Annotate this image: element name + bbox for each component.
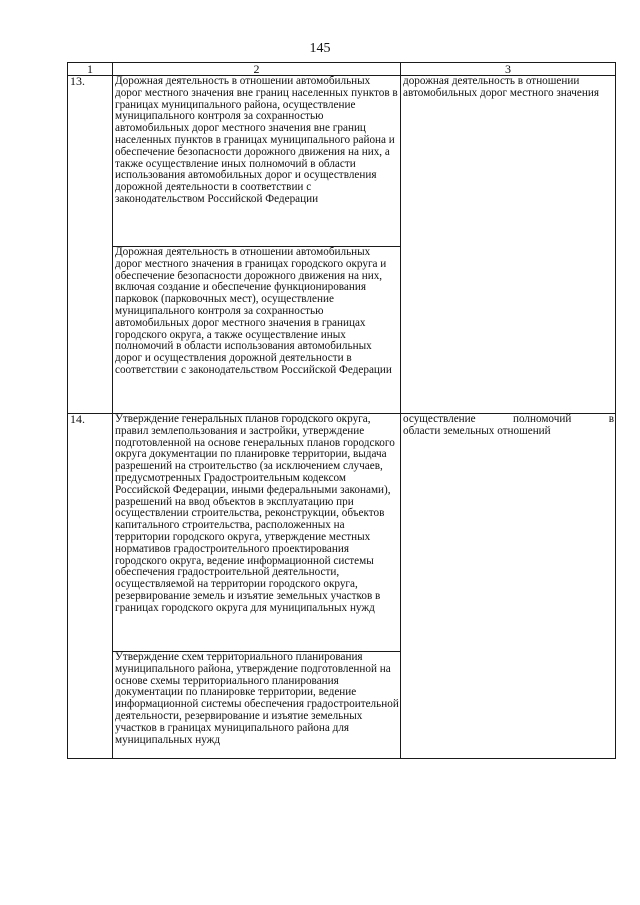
table-header-row (68, 63, 616, 76)
header-col-3: 3 (401, 63, 616, 76)
competence-table (67, 62, 616, 759)
row-13-authority-municipal-district: Дорожная деятельность в отношении автомобильных дорог местного значения вне границ населенных пунктов в границах муниципального района, осуществление муниципального контроля за сохранностью автомобильных дорог местного значения вне границ населенных пунктов в границах муниципального района и обеспечение безопасности дорожного движения на них, а также осуществление иных полномочий в области использования автомобильных дорог и осуществления дорожной деятельности в соответствии с законодательством Российской Федерации (113, 76, 401, 247)
row-number: 13. (68, 76, 113, 414)
page-number: 145 (309, 41, 331, 56)
row-number: 14. (68, 414, 113, 759)
table-row-13-part-1 (68, 76, 616, 247)
row-14-competence-line-1: осуществление полномочий в (403, 413, 614, 425)
header-col-1: 1 (68, 63, 113, 76)
header-col-2: 2 (113, 63, 401, 76)
row-14-authority-city-district: Утверждение генеральных планов городского округа, правил землепользования и застройки, утверждение подготовленной на основе генеральных планов городского округа документации по планировке территории, выдача разрешений на строительство (за исключением случаев, предусмотренных Градостроительным кодексом Российской Федерации, иными федеральными законами), разрешений на ввод объектов в эксплуатацию при осуществлении строительства, реконструкции, объектов капитального строительства, расположенных на территории городского округа, утверждение местных нормативов градостроительного проектирования городского округа, ведение информационной системы обеспечения градостроительной деятельности, осуществляемой на территории городского округа, резервирование земель и изъятие земельных участков в границах городского округа для муниципальных нужд (113, 414, 401, 652)
table-row-14-part-1 (68, 414, 616, 652)
row-14-competence (401, 414, 616, 759)
row-13-competence: дорожная деятельность в отношении автомобильных дорог местного значения (401, 76, 616, 414)
row-14-authority-municipal-district: Утверждение схем территориального планирования муниципального района, утверждение подготовленной на основе схемы территориального планирования документации по планировке территории, ведение информационной системы обеспечения градостроительной деятельности, резервирование и изъятие земельных участков в границах муниципального района для муниципальных нужд (113, 652, 401, 759)
row-14-competence-line-2: области земельных отношений (403, 424, 551, 437)
row-13-authority-city-district: Дорожная деятельность в отношении автомобильных дорог местного значения в границах городского округа и обеспечение безопасности дорожного движения на них, включая создание и обеспечение функционирования парковок (парковочных мест), осуществление муниципального контроля за сохранностью автомобильных дорог местного значения в границах городского округа, а также осуществление иных полномочий в области использования автомобильных дорог и осуществления дорожной деятельности в соответствии с законодательством Российской Федерации (113, 247, 401, 414)
